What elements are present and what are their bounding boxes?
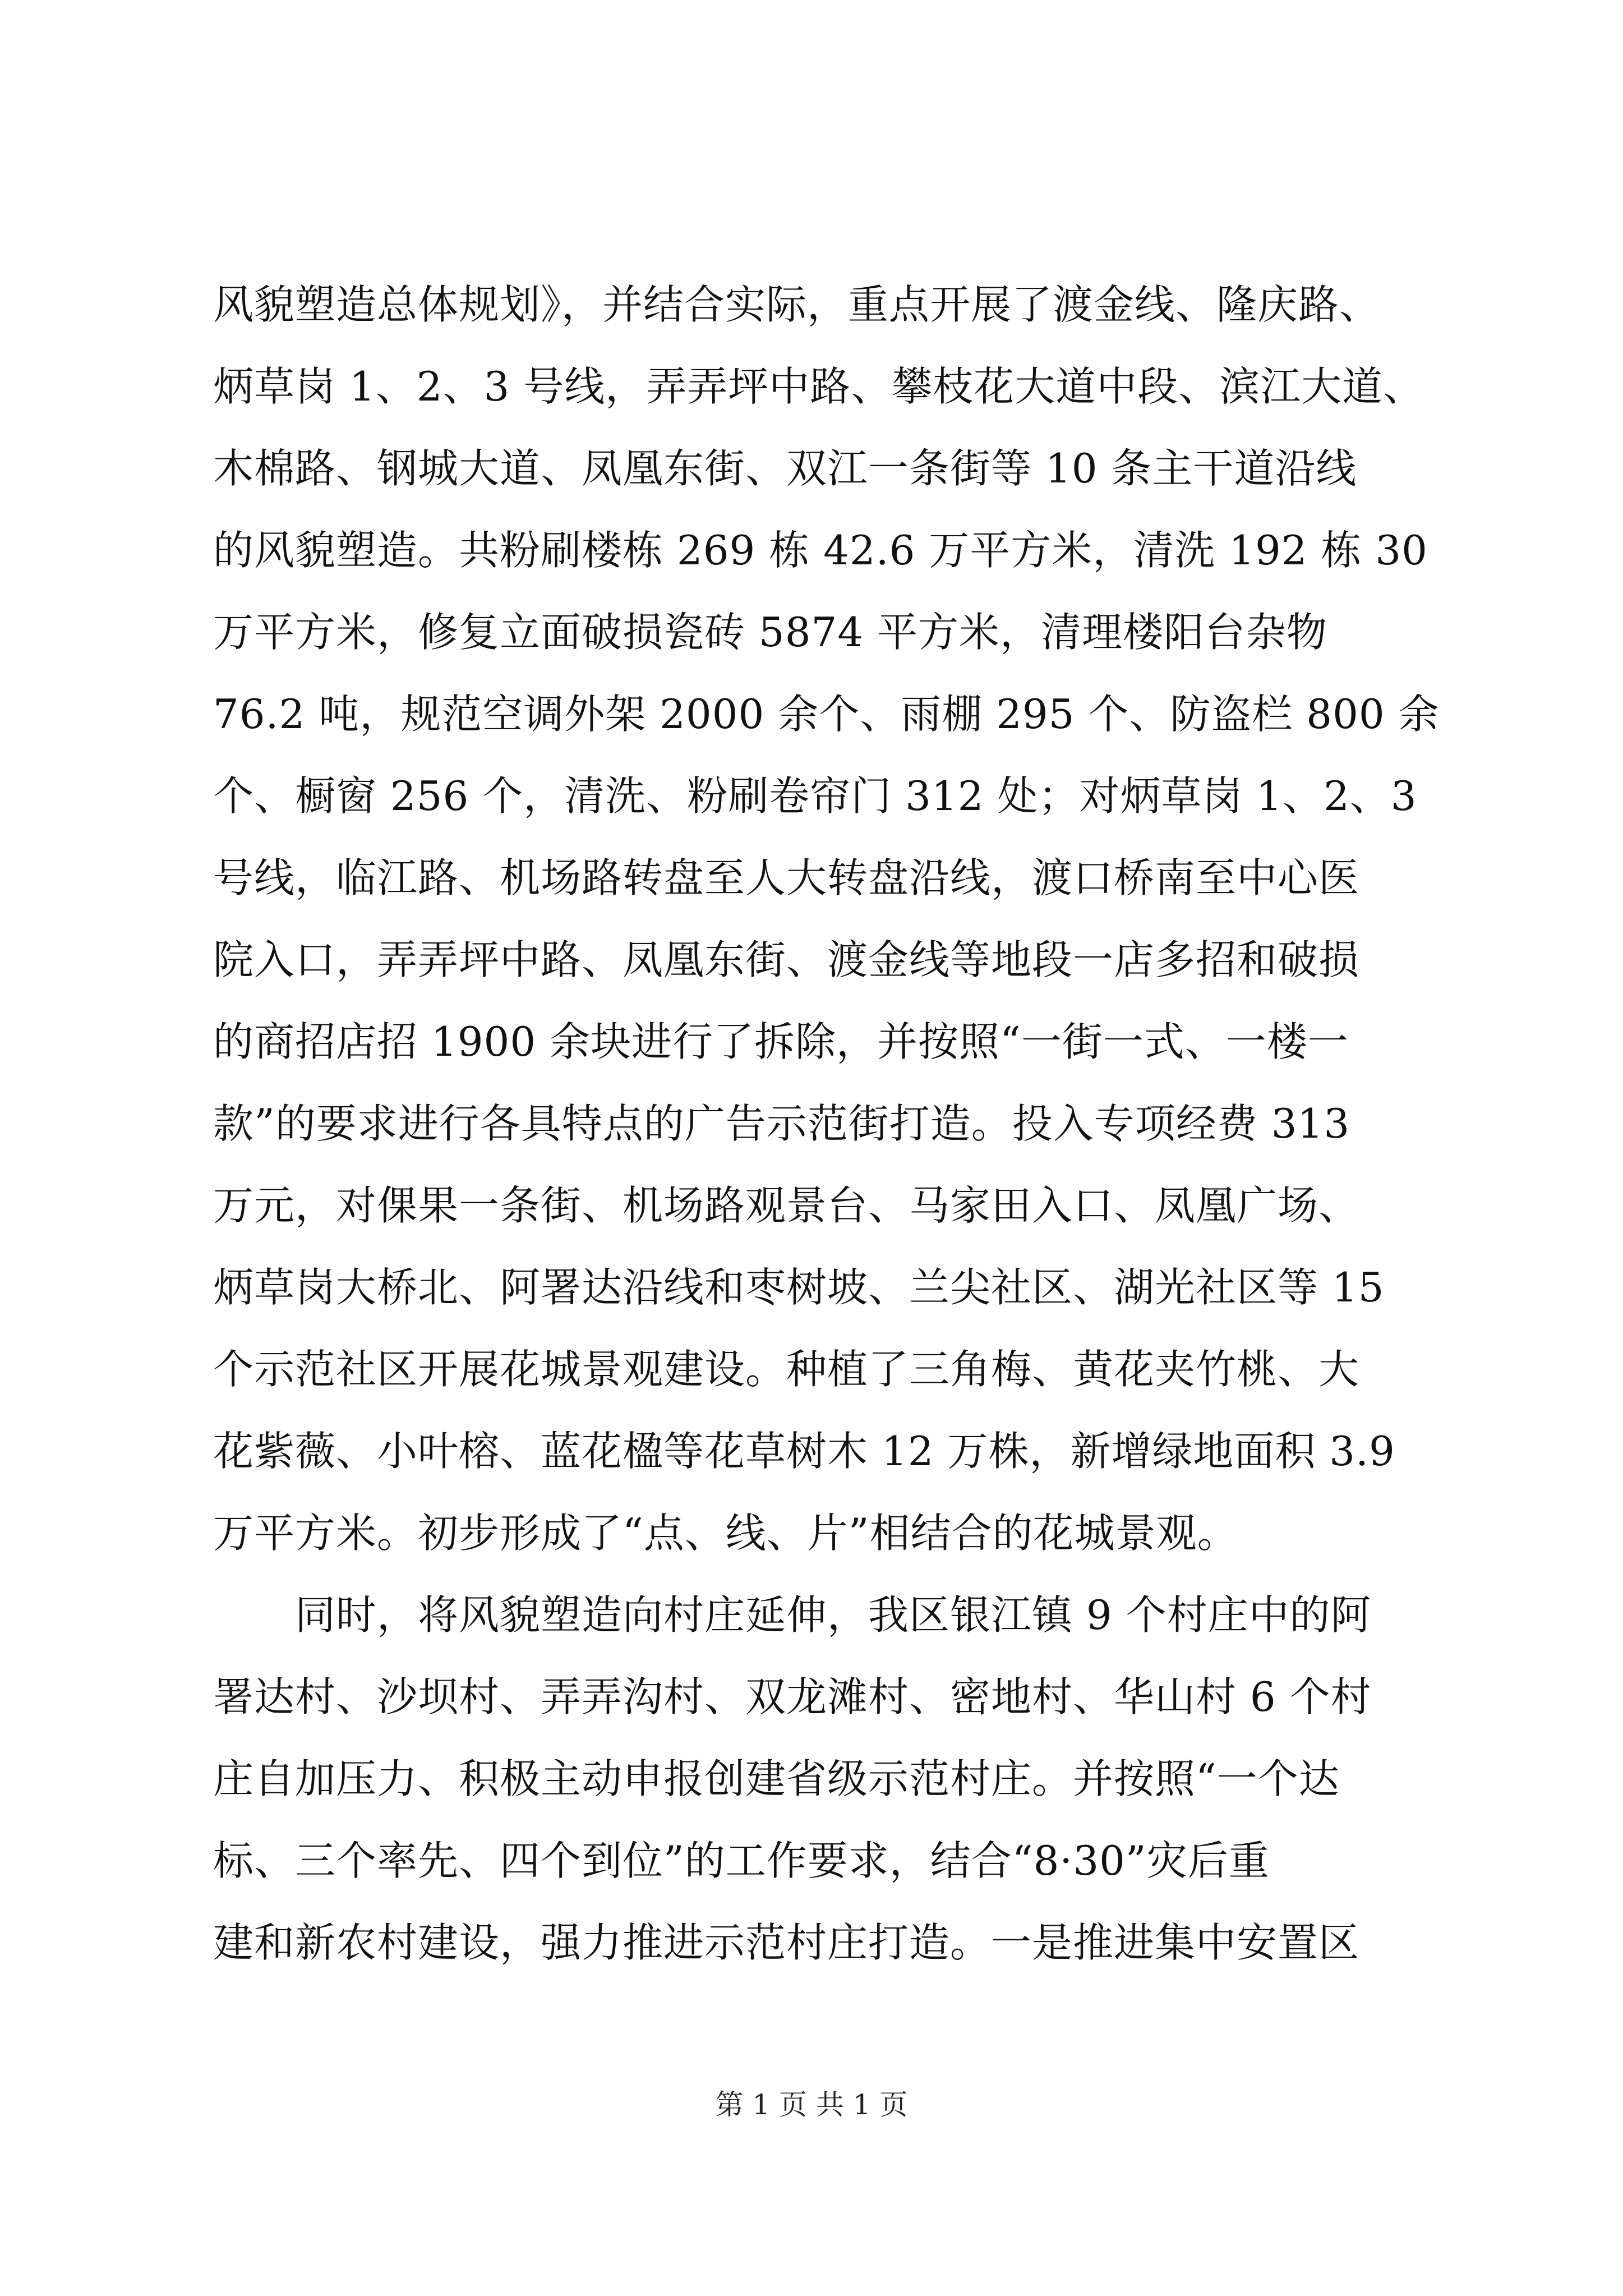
text-line: 的风貌塑造。共粉刷楼栋 269 栋 42.6 万平方米，清洗 192 栋 30 <box>213 527 1428 574</box>
paragraph-start-line: 同时，将风貌塑造向村庄延伸，我区银江镇 9 个村庄中的阿 <box>213 1591 1372 1639</box>
text-line: 标、三个率先、四个到位”的工作要求，结合“8·30”灾后重 <box>213 1837 1270 1884</box>
text-line: 署达村、沙坝村、弄弄沟村、双龙滩村、密地村、华山村 6 个村 <box>213 1673 1372 1720</box>
text-line: 院入口，弄弄坪中路、凤凰东街、渡金线等地段一店多招和破损 <box>213 936 1360 983</box>
text-line: 风貌塑造总体规划》，并结合实际，重点开展了渡金线、隆庆路、 <box>213 281 1381 328</box>
text-line: 款”的要求进行各具特点的广告示范街打造。投入专项经费 313 <box>213 1100 1350 1147</box>
page-footer <box>0 2082 1623 2127</box>
text-line: 号线，临江路、机场路转盘至人大转盘沿线，渡口桥南至中心医 <box>213 854 1360 901</box>
text-line: 76.2 吨，规范空调外架 2000 余个、雨棚 295 个、防盗栏 800 余 <box>213 691 1440 738</box>
text-line: 万平方米，修复立面破损瓷砖 5874 平方米，清理楼阳台杂物 <box>213 609 1328 656</box>
text-line: 木棉路、钢城大道、凤凰东街、双江一条街等 10 条主干道沿线 <box>213 445 1357 492</box>
text-line: 炳草岗 1、2、3 号线，弄弄坪中路、攀枝花大道中段、滨江大道、 <box>213 363 1424 410</box>
text-line: 炳草岗大桥北、阿署达沿线和枣树坡、兰尖社区、湖光社区等 15 <box>213 1264 1385 1311</box>
text-line: 的商招店招 1900 余块进行了拆除，并按照“一街一式、一楼一 <box>213 1018 1349 1065</box>
text-line: 个示范社区开展花城景观建设。种植了三角梅、黄花夹竹桃、大 <box>213 1346 1360 1393</box>
text-line: 万平方米。初步形成了“点、线、片”相结合的花城景观。 <box>213 1510 1238 1557</box>
text-line: 庄自加压力、积极主动申报创建省级示范村庄。并按照“一个达 <box>213 1755 1340 1802</box>
body-text <box>213 264 1440 1984</box>
text-line: 个、橱窗 256 个，清洗、粉刷卷帘门 312 处；对炳草岗 1、2、3 <box>213 772 1417 820</box>
text-line: 万元，对倮果一条街、机场路观景台、马家田入口、凤凰广场、 <box>213 1182 1360 1229</box>
text-line: 花紫薇、小叶榕、蓝花楹等花草树木 12 万株，新增绿地面积 3.9 <box>213 1428 1395 1475</box>
text-line: 建和新农村建设，强力推进示范村庄打造。一是推进集中安置区 <box>213 1919 1360 1966</box>
page-number-label: 第 1 页 共 1 页 <box>715 2088 908 2121</box>
